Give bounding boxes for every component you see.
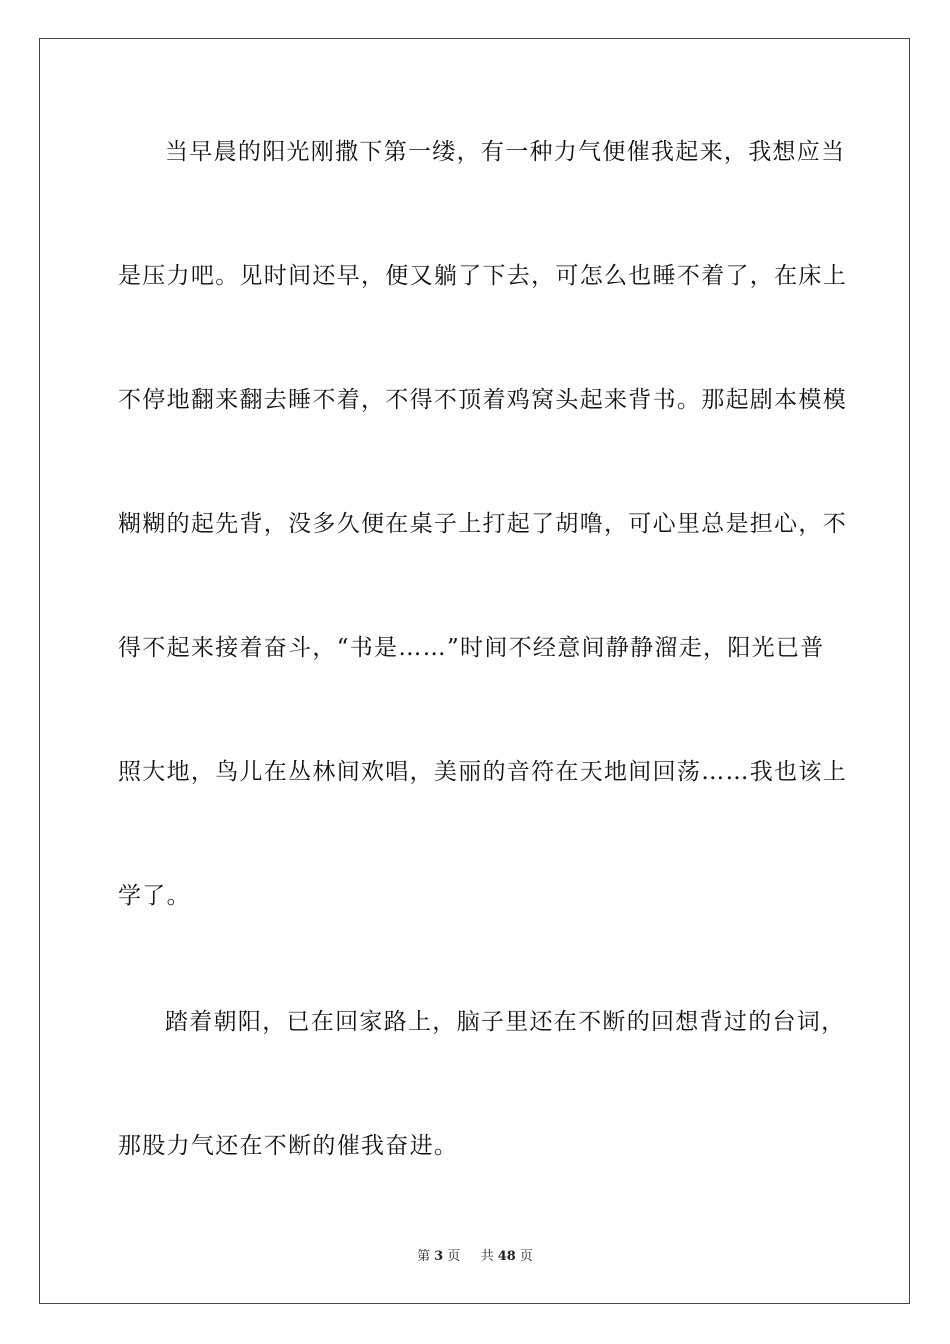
page-suffix: 页	[447, 1249, 461, 1264]
text-line: 不停地翻来翻去睡不着，不得不顶着鸡窝头起来背书。那起剧本模模	[118, 387, 847, 413]
page-prefix: 第	[417, 1249, 431, 1264]
text-line: 踏着朝阳，已在回家路上，脑子里还在不断的回想背过的台词，	[165, 1009, 846, 1035]
text-line: 当早晨的阳光刚撒下第一缕，有一种力气便催我起来，我想应当	[165, 139, 846, 165]
text-line: 那股力气还在不断的催我奋进。	[118, 1133, 459, 1159]
total-prefix: 共	[480, 1249, 494, 1264]
text-line: 照大地，鸟儿在丛林间欢唱，美丽的音符在天地间回荡……我也该上	[118, 759, 847, 785]
page-footer	[0, 1248, 950, 1266]
text-line: 学了。	[118, 883, 191, 909]
text-line: 得不起来接着奋斗，“书是……”时间不经意间静静溜走，阳光已普	[118, 635, 825, 661]
total-pages: 48	[497, 1249, 516, 1264]
page-frame	[39, 38, 910, 1304]
text-line: 是压力吧。见时间还早，便又躺了下去，可怎么也睡不着了，在床上	[118, 263, 847, 289]
page-number: 3	[434, 1249, 444, 1264]
text-line: 糊糊的起先背，没多久便在桌子上打起了胡噜，可心里总是担心，不	[118, 511, 847, 537]
total-suffix: 页	[519, 1249, 533, 1264]
